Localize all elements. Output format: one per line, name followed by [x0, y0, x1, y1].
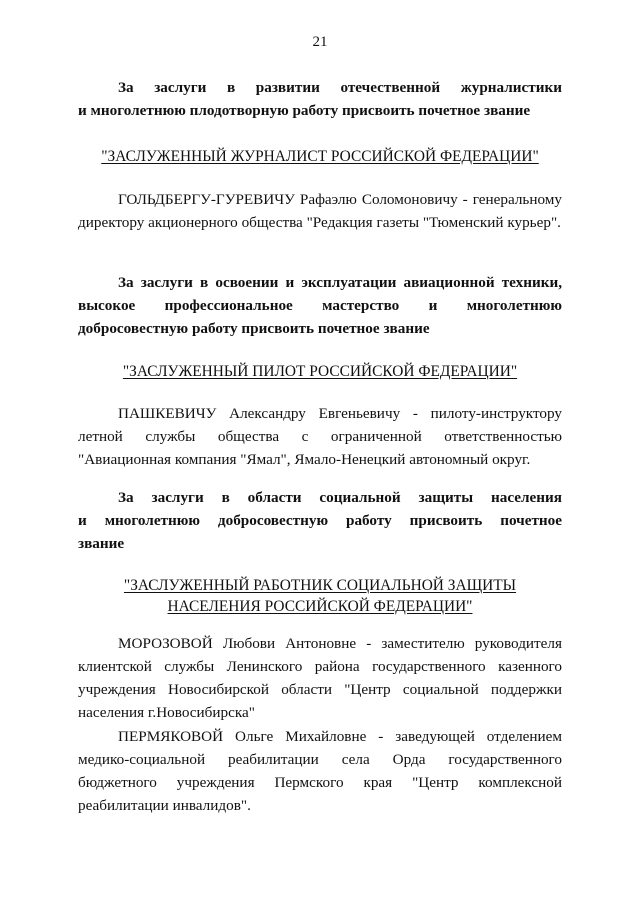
award-intro-journalist: [78, 76, 562, 122]
recipient-goldberg: ГОЛЬДБЕРГУ-ГУРЕВИЧУ Рафаэлю Соломоновичу - генеральному директору акционерного общества "Редакция газеты "Тюменский курьер".: [78, 191, 562, 231]
intro-line: и многолетнюю плодотворную работу присвоить почетное звание: [78, 102, 531, 119]
recipient-morozova: МОРОЗОВОЙ Любови Антоновне - заместителю руководителя клиентской службы Ленинского района государственного казенного учреждения Новосибирской области "Центр социальной поддержки населения г.Новосибирска": [78, 635, 562, 721]
intro-line: За заслуги в развитии отечественной журналистики: [118, 79, 562, 96]
award-title-pilot: "ЗАСЛУЖЕННЫЙ ПИЛОТ РОССИЙСКОЙ ФЕДЕРАЦИИ": [122, 363, 518, 380]
title-line: "ЗАСЛУЖЕННЫЙ РАБОТНИК СОЦИАЛЬНОЙ ЗАЩИТЫ: [123, 577, 517, 594]
recipient-permyakova: ПЕРМЯКОВОЙ Ольге Михайловне - заведующей отделением медико-социальной реабилитации села Орда государственного бюджетного учреждения Пермского края "Центр комплексной реабилитации инвалидов".: [78, 728, 562, 814]
intro-line: За заслуги в освоении и эксплуатации авиационной техники,: [118, 274, 562, 291]
intro-line: и многолетнюю добросовестную работу присвоить почетное: [78, 512, 562, 529]
page-number: 21: [312, 34, 328, 50]
intro-line: За заслуги в области социальной защиты населения: [118, 489, 562, 506]
award-title-journalist: "ЗАСЛУЖЕННЫЙ ЖУРНАЛИСТ РОССИЙСКОЙ ФЕДЕРАЦИИ": [101, 148, 539, 165]
intro-line: звание: [78, 535, 125, 552]
award-intro-pilot: [78, 271, 562, 340]
award-intro-social: [78, 486, 562, 555]
award-title-social: [0, 575, 640, 617]
recipient-pashkevich: ПАШКЕВИЧУ Александру Евгеньевичу - пилоту-инструктору летной службы общества с ограниченной ответственностью "Авиационная компания "Ямал", Ямало-Ненецкий автономный округ.: [78, 405, 562, 468]
title-line: НАСЕЛЕНИЯ РОССИЙСКОЙ ФЕДЕРАЦИИ": [167, 598, 473, 615]
intro-line: высокое профессиональное мастерство и многолетнюю: [78, 297, 562, 314]
intro-line: добросовестную работу присвоить почетное звание: [78, 320, 430, 337]
